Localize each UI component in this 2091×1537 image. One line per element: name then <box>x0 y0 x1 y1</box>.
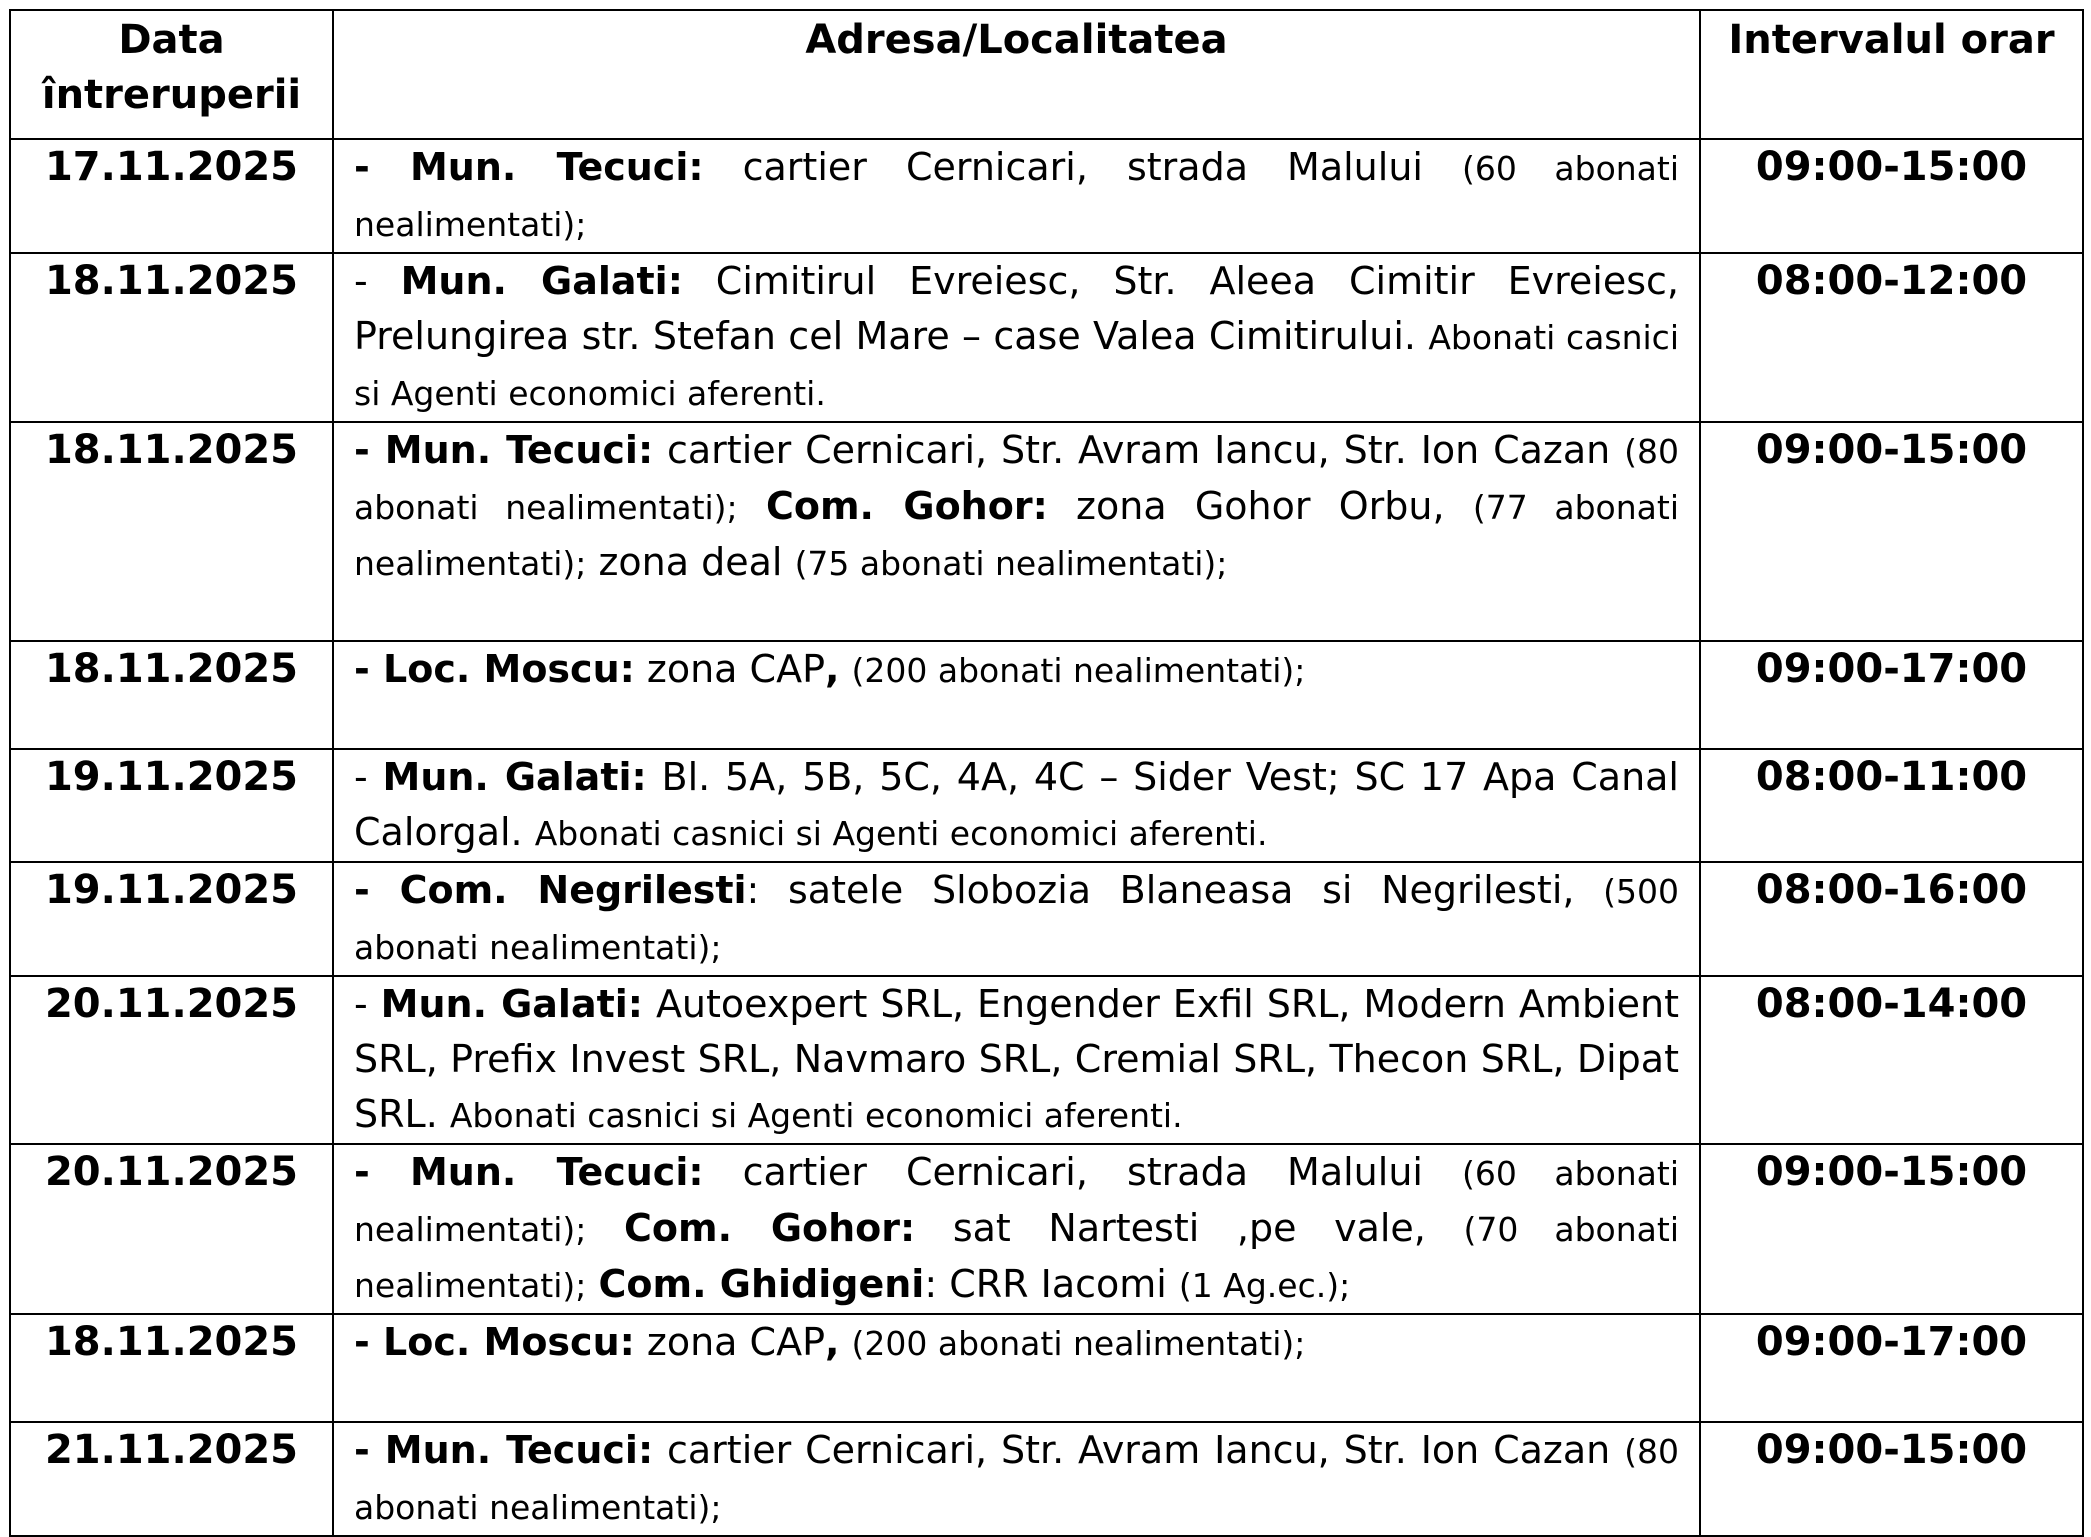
address-text: (80 abonati nealimentati); <box>354 1432 1679 1527</box>
header-date-line1: Data <box>118 17 225 63</box>
header-date <box>10 10 333 139</box>
address-text: cartier Cernicari, Str. Avram Iancu, Str. Ion Cazan <box>653 1428 1625 1472</box>
address-text: zona CAP <box>634 1320 825 1364</box>
address-text: Abonati casnici si Agenti economici aferenti. <box>449 1096 1183 1135</box>
table-row <box>10 1144 2083 1314</box>
address-text <box>586 1206 624 1250</box>
address-text: Bl. 5A, 5B, 5C, 4A, 4C – Sider Vest; SC 17 Apa Canal Calorgal. <box>354 755 1679 854</box>
time-interval: 08:00-12:00 <box>1700 253 2083 422</box>
address-text: (200 abonati nealimentati); <box>851 1324 1306 1363</box>
header-address: Adresa/Localitatea <box>333 10 1700 139</box>
interruption-date: 20.11.2025 <box>10 976 333 1144</box>
interruption-date: 21.11.2025 <box>10 1422 333 1536</box>
address-text: cartier Cernicari, strada Malului <box>703 1150 1463 1194</box>
address-cell <box>333 749 1700 862</box>
locality-label: - Mun. Tecuci: <box>354 1428 654 1472</box>
interruption-date: 18.11.2025 <box>10 253 333 422</box>
address-text: Cimitirul Evreiesc, Str. Aleea Cimitir Evreiesc, Prelungirea str. Stefan cel Mare – case Valea Cimitirului. <box>354 259 1679 358</box>
locality-label: - Com. Negrilesti <box>354 868 747 912</box>
address-cell <box>333 641 1700 749</box>
time-interval: 08:00-16:00 <box>1700 862 2083 976</box>
address-cell <box>333 253 1700 422</box>
address-text: Abonati casnici si Agenti economici aferenti. <box>534 814 1268 853</box>
time-interval: 09:00-15:00 <box>1700 1422 2083 1536</box>
address-text: Abonati casnici si Agenti economici aferenti. <box>354 318 1679 413</box>
address-text: - <box>354 982 381 1026</box>
locality-label: , <box>825 1320 840 1364</box>
address-text: zona deal <box>586 540 795 584</box>
locality-label: Mun. Galati: <box>380 982 643 1026</box>
locality-label: - Mun. Tecuci: <box>354 145 704 189</box>
address-text: Autoexpert SRL, Engender Exfil SRL, Modern Ambient SRL, Prefix Invest SRL, Navmaro SRL, Cremial SRL, Thecon SRL, Dipat SRL. <box>354 982 1679 1136</box>
address-text <box>839 1320 851 1364</box>
address-text: (75 abonati nealimentati); <box>794 544 1228 583</box>
table-row <box>10 862 2083 976</box>
address-text: (70 abonati nealimentati); <box>354 1210 1679 1305</box>
locality-label: , <box>825 647 840 691</box>
address-text <box>586 1262 598 1306</box>
outage-schedule-table <box>9 9 2084 1537</box>
table-row <box>10 1422 2083 1536</box>
interruption-date: 19.11.2025 <box>10 862 333 976</box>
interruption-date: 18.11.2025 <box>10 1314 333 1422</box>
interruption-date: 20.11.2025 <box>10 1144 333 1314</box>
table-row <box>10 422 2083 641</box>
time-interval: 09:00-17:00 <box>1700 641 2083 749</box>
address-text: (1 Ag.ec.); <box>1178 1266 1351 1305</box>
interruption-date: 18.11.2025 <box>10 641 333 749</box>
time-interval: 08:00-11:00 <box>1700 749 2083 862</box>
time-interval: 09:00-17:00 <box>1700 1314 2083 1422</box>
address-text: (80 abonati nealimentati); <box>354 432 1679 527</box>
address-text: cartier Cernicari, Str. Avram Iancu, Str. Ion Cazan <box>653 428 1625 472</box>
address-cell <box>333 1422 1700 1536</box>
table-row <box>10 1314 2083 1422</box>
address-text: zona CAP <box>634 647 825 691</box>
address-text: : satele Slobozia Blaneasa si Negrilesti, <box>746 868 1604 912</box>
address-text: (60 abonati nealimentati); <box>354 149 1679 244</box>
table-row <box>10 253 2083 422</box>
time-interval: 08:00-14:00 <box>1700 976 2083 1144</box>
header-date-line2: întreruperii <box>41 72 302 118</box>
address-cell <box>333 1144 1700 1314</box>
locality-label: Mun. Galati: <box>382 755 647 799</box>
address-text <box>839 647 851 691</box>
interruption-date: 18.11.2025 <box>10 422 333 641</box>
locality-label: Com. Gohor: <box>624 1206 916 1250</box>
address-text: (60 abonati nealimentati); <box>354 1154 1679 1249</box>
table-row <box>10 139 2083 253</box>
time-interval: 09:00-15:00 <box>1700 422 2083 641</box>
locality-label: - Mun. Tecuci: <box>354 1150 704 1194</box>
address-text: - <box>354 259 401 303</box>
address-text: : CRR Iacomi <box>924 1262 1179 1306</box>
address-cell <box>333 422 1700 641</box>
header-row <box>10 10 2083 139</box>
address-text: cartier Cernicari, strada Malului <box>703 145 1463 189</box>
address-text: - <box>354 755 383 799</box>
address-text: (77 abonati nealimentati); <box>354 488 1679 583</box>
address-cell <box>333 862 1700 976</box>
address-text: zona Gohor Orbu, <box>1047 484 1473 528</box>
time-interval: 09:00-15:00 <box>1700 1144 2083 1314</box>
locality-label: Mun. Galati: <box>400 259 683 303</box>
address-text <box>738 484 766 528</box>
address-cell <box>333 976 1700 1144</box>
address-text: (500 abonati nealimentati); <box>354 872 1679 967</box>
table-row <box>10 641 2083 749</box>
time-interval: 09:00-15:00 <box>1700 139 2083 253</box>
locality-label: Com. Gohor: <box>765 484 1048 528</box>
interruption-date: 19.11.2025 <box>10 749 333 862</box>
locality-label: Com. Ghidigeni <box>598 1262 925 1306</box>
locality-label: - Loc. Moscu: <box>354 1320 635 1364</box>
table-row <box>10 976 2083 1144</box>
address-text: (200 abonati nealimentati); <box>851 651 1306 690</box>
header-time: Intervalul orar <box>1700 10 2083 139</box>
table-row <box>10 749 2083 862</box>
locality-label: - Loc. Moscu: <box>354 647 635 691</box>
address-text: sat Nartesti ,pe vale, <box>915 1206 1464 1250</box>
address-cell <box>333 139 1700 253</box>
locality-label: - Mun. Tecuci: <box>354 428 654 472</box>
interruption-date: 17.11.2025 <box>10 139 333 253</box>
address-cell <box>333 1314 1700 1422</box>
